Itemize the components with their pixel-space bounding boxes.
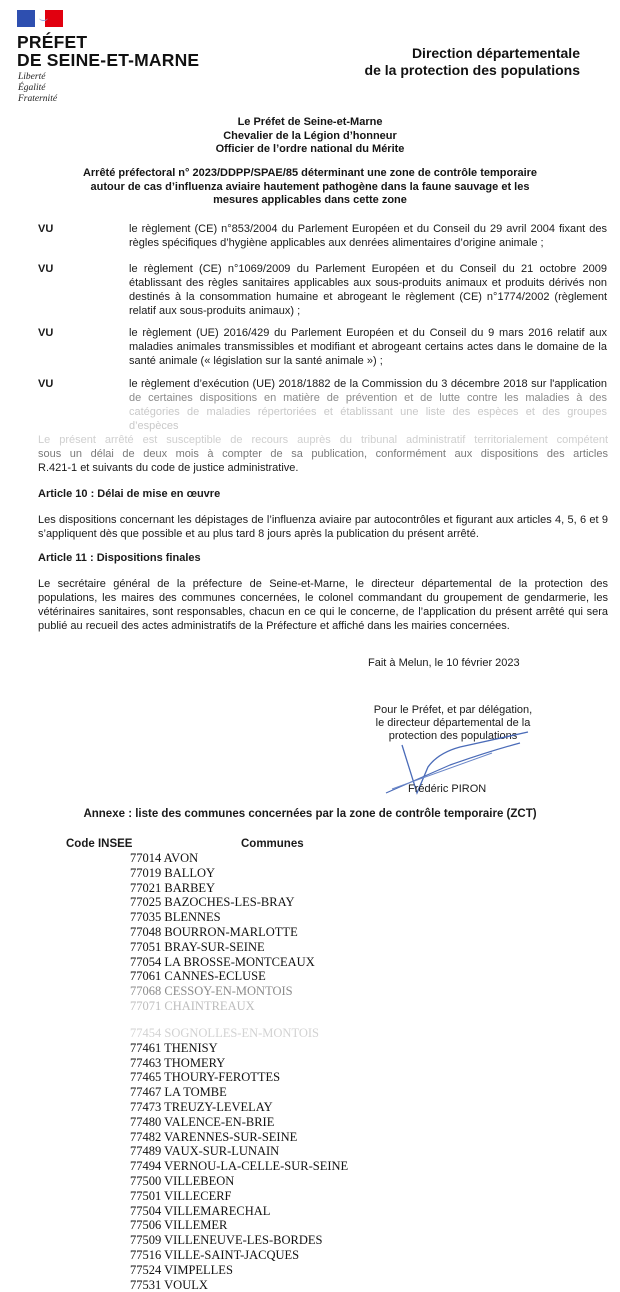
recours-line: R.421-1 et suivants du code de justice administrative. [38, 462, 299, 474]
direction-line-1: Direction départementale [411, 45, 580, 61]
commune-row: 77061 CANNES-ECLUSE [130, 969, 266, 984]
communes-list-bottom [130, 1026, 349, 1292]
commune-row: 77489 VAUX-SUR-LUNAIN [130, 1144, 280, 1159]
commune-row: 77048 BOURRON-MARLOTTE [130, 924, 298, 939]
commune-row: 77019 BALLOY [130, 865, 216, 880]
commune-row: 77025 BAZOCHES-LES-BRAY [130, 895, 295, 910]
article-10-body: Les dispositions concernant les dépistages de l’influenza aviaire par autocontrôles et figurant aux articles 4, 5, 6 et 9 s’appliquent dès que possible et au plus tard 8 jours après la publication du présent arrêté. [38, 514, 608, 540]
direction-heading [365, 45, 580, 79]
commune-row: 77494 VERNOU-LA-CELLE-SUR-SEINE [130, 1159, 349, 1174]
arrete-title-line: mesures applicables dans cette zone [213, 194, 407, 206]
commune-row: 77509 VILLENEUVE-LES-BORDES [130, 1233, 323, 1248]
vu-clause [38, 326, 608, 368]
prefect-title-line: Officier de l’ordre national du Mérite [215, 143, 405, 155]
article-11-body: Le secrétaire général de la préfecture de Seine-et-Marne, le directeur départemental de la protection des populations, les maires des communes concernées, le colonel commandant du groupement de gendarmerie, les vétérinaires sanitaires, sont responsables, chacun en ce qui le concerne, de l’application du présent arrêté qui sera publié au recueil des actes administratifs de la Préfecture et affiché dans les mairies concernées. [38, 578, 608, 632]
motto-egalite: Égalité [18, 83, 46, 93]
institution-line-1: PRÉFET [17, 32, 88, 52]
commune-row: 77461 THENISY [130, 1040, 218, 1055]
vu-text: le règlement (CE) n°853/2004 du Parlement Européen et du Conseil du 29 avril 2004 fixant des règles spécifiques d’hygiène applicables aux denrées alimentaires d’origine animale ; [129, 223, 607, 249]
commune-row: 77463 THOMERY [130, 1055, 226, 1070]
commune-row: 77021 BARBEY [130, 880, 216, 895]
article-10-heading: Article 10 : Délai de mise en œuvre [38, 488, 221, 500]
vu-label: VU [38, 263, 54, 275]
commune-row: 77480 VALENCE-EN-BRIE [130, 1114, 275, 1129]
vu-clause-faded [38, 377, 608, 433]
recours-line: Le présent arrêté est susceptible de recours auprès du tribunal administratif territorialement compétent [38, 434, 608, 446]
commune-row: 77504 VILLEMARECHAL [130, 1203, 271, 1218]
recours-line: sous un délai de deux mois à compter de sa publication, conformément aux dispositions des articles [38, 448, 608, 460]
prefect-title-line: Le Préfet de Seine-et-Marne [237, 116, 383, 128]
vu-label: VU [38, 378, 54, 390]
vu-text-line: catégories de maladies répertoriées et établissant une liste des espèces et des groupes d’espèces [129, 406, 607, 432]
commune-row: 77035 BLENNES [130, 910, 221, 925]
institution-line-2: DE SEINE-ET-MARNE [17, 50, 200, 70]
vu-text-line: de certaines dispositions en matière de prévention et de lutte contre les maladies à des [129, 392, 607, 404]
vu-text-line: le règlement d’exécution (UE) 2018/1882 de la Commission du 3 décembre 2018 sur l'application [129, 378, 607, 390]
commune-row: 77014 AVON [130, 851, 199, 865]
column-header-communes: Communes [241, 838, 304, 850]
vu-clause [38, 222, 608, 250]
article-11-heading: Article 11 : Dispositions finales [38, 552, 201, 564]
flag-blue-band [17, 10, 35, 27]
direction-line-2: de la protection des populations [364, 62, 580, 78]
vu-label: VU [38, 327, 54, 339]
motto-fraternite: Fraternité [18, 94, 58, 104]
column-header-code-insee: Code INSEE [66, 838, 133, 850]
institution-title [17, 33, 199, 69]
commune-row: 77068 CESSOY-EN-MONTOIS [130, 984, 293, 999]
vu-text: le règlement (UE) 2016/429 du Parlement Européen et du Conseil du 9 mars 2016 relatif aux maladies animales transmissibles et modifiant et abrogeant certains actes dans le domaine de la santé animale (« législation sur la santé animale ») ; [129, 327, 607, 367]
flag-white-band [35, 10, 45, 27]
prefect-titles [0, 116, 620, 157]
vu-text [129, 377, 607, 433]
delegation-line: protection des populations [388, 730, 518, 742]
commune-row: 77501 VILLECERF [130, 1188, 232, 1203]
arrete-title-line: Arrêté préfectoral n° 2023/DDPP/SPAE/85 déterminant une zone de contrôle temporaire [82, 167, 538, 179]
recours-paragraph [38, 433, 608, 475]
commune-row: 77482 VARENNES-SUR-SEINE [130, 1129, 298, 1144]
arrete-title [0, 167, 620, 208]
commune-row: 77054 LA BROSSE-MONTCEAUX [130, 954, 315, 969]
delegation-line: Pour le Préfet, et par délégation, [373, 704, 533, 716]
motto-liberte: Liberté [18, 72, 46, 82]
marianne-profile-icon [39, 15, 48, 21]
commune-row: 77524 VIMPELLES [130, 1262, 233, 1277]
commune-row: 77500 VILLEBEON [130, 1173, 235, 1188]
signer-name: Frédéric PIRON [408, 783, 487, 795]
annex-title: Annexe : liste des communes concernées par la zone de contrôle temporaire (ZCT) [83, 808, 537, 820]
commune-row: 77465 THOURY-FEROTTES [130, 1070, 281, 1085]
republic-motto [18, 72, 57, 105]
commune-row: 77506 VILLEMER [130, 1218, 228, 1233]
commune-row: 77516 VILLE-SAINT-JACQUES [130, 1247, 300, 1262]
vu-label: VU [38, 223, 54, 235]
delegation-line: le directeur départemental de la [375, 717, 531, 729]
prefect-title-line: Chevalier de la Légion d’honneur [223, 129, 397, 142]
republique-francaise-flag-logo [17, 10, 63, 27]
commune-row: 77051 BRAY-SUR-SEINE [130, 939, 265, 954]
vu-clause [38, 262, 608, 318]
vu-text: le règlement (CE) n°1069/2009 du Parlement Européen et du Conseil du 21 octobre 2009 établissant des règles sanitaires applicables aux sous-produits animaux et produits dérivés non destinés à la consommation humaine et abrogeant le règlement (CE) n°1774/2002 (règlement relatif aux sous-produits animaux) ; [129, 263, 607, 317]
commune-row: 77531 VOULX [130, 1277, 208, 1292]
commune-row: 77467 LA TOMBE [130, 1085, 227, 1100]
commune-row: 77454 SOGNOLLES-EN-MONTOIS [130, 1026, 320, 1040]
commune-row: 77071 CHAINTREAUX [130, 998, 255, 1013]
communes-list-top [130, 851, 315, 1014]
place-date: Fait à Melun, le 10 février 2023 [368, 657, 520, 669]
commune-row: 77473 TREUZY-LEVELAY [130, 1099, 273, 1114]
arrete-title-line: autour de cas d’influenza aviaire hautement pathogène dans la faune sauvage et les [90, 180, 530, 193]
